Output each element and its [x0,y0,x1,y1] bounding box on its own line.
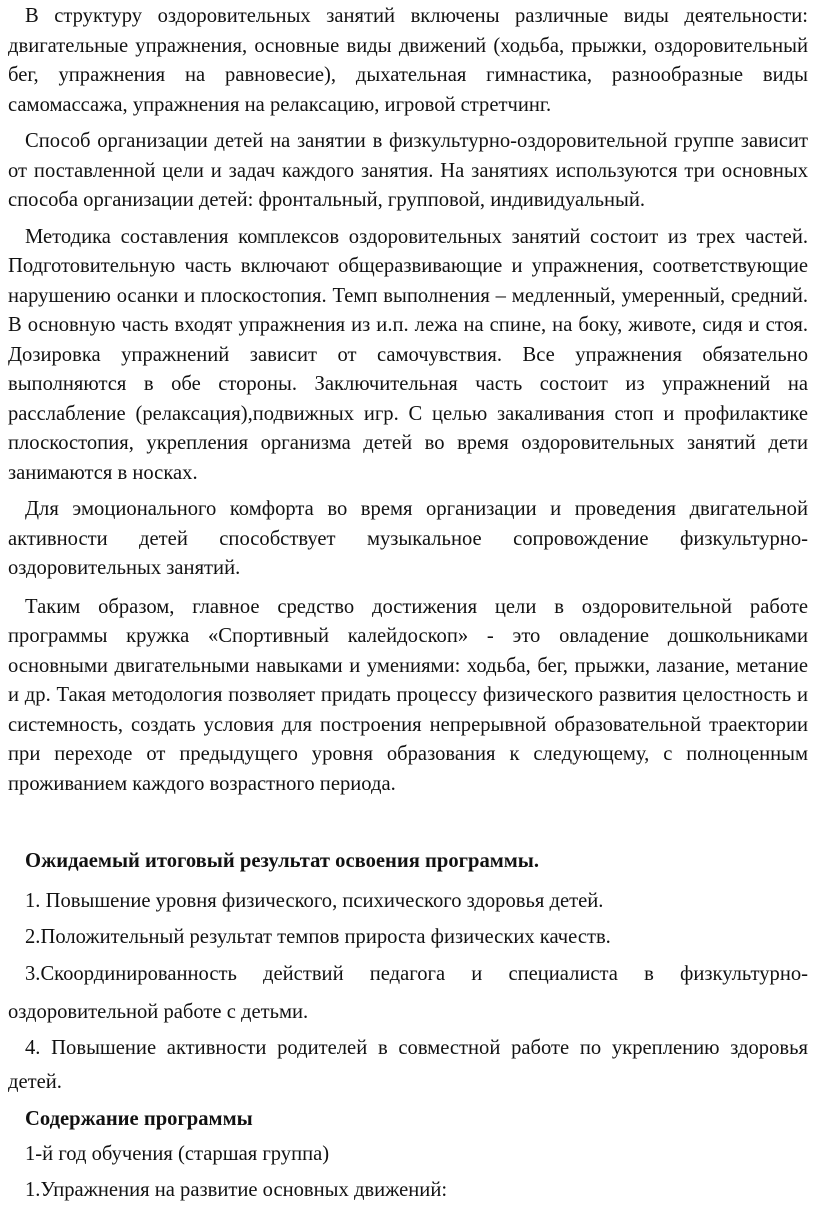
result-item-3: 3.Скоординированность действий педагога и специалиста в физкультурно-оздоровительной работе с детьми. [8,962,808,1023]
section-line: 1.Упражнения на развитие основных движений: [25,1178,448,1201]
content-heading: Содержание программы [25,1107,253,1130]
result-item-1: 1. Повышение уровня физического, психического здоровья детей. [25,889,604,912]
year-line: 1-й год обучения (старшая группа) [25,1143,330,1165]
result-item-4: 4. Повышение активности родителей в совместной работе по укреплению здоровья детей. [8,1036,808,1093]
paragraph-conclusion: Таким образом, главное средство достижения цели в оздоровительной работе программы кружка «Спортивный калейдоскоп» - это овладение дошкольниками основными двигательными навыками и умениями: ходьба, бег, прыжки, лазание, метание и др. Такая методология позволяет придать процессу физического развития целостность и системность, создать условия для построения непрерывной образовательной траектории при переходе от предыдущего уровня образования к следующему, с полноценным проживанием каждого возрастного периода. [8,595,808,795]
result-item-2: 2.Положительный результат темпов прироста физических качеств. [25,925,611,948]
paragraph-activities: В структуру оздоровительных занятий включены различные виды деятельности: двигательные упражнения, основные виды движений (ходьба, прыжки, оздоровительный бег, упражнения на равновесие), дыхательная гимнастика, разнообразные виды самомассажа, упражнения на релаксацию, игровой стретчинг. [8,5,808,116]
paragraph-organization: Способ организации детей на занятии в физкультурно-оздоровительной группе зависит от поставленной цели и задач каждого занятия. На занятиях используются три основных способа организации детей: фронтальный, групповой, индивидуальный. [8,130,808,211]
results-heading: Ожидаемый итоговый результат освоения программы. [25,850,540,872]
paragraph-methodology: Методика составления комплексов оздоровительных занятий состоит из трех частей. Подготовительную часть включают общеразвивающие и упражнения, соответствующие нарушению осанки и плоскостопия. Темп выполнения – медленный, умеренный, средний. В основную часть входят упражнения из и.п. лежа на спине, на боку, животе, сидя и стоя. Дозировка упражнений зависит от самочувствия. Все упражнения обязательно выполняются в обе стороны. Заключительная часть состоит из упражнений на расслабление (релаксация),подвижных игр. С целью закаливания стоп и профилактике плоскостопия, укрепления организма детей во время оздоровительных занятий дети занимаются в носках. [8,225,808,484]
paragraph-comfort: Для эмоционального комфорта во время организации и проведения двигательной активности детей способствует музыкальное сопровождение физкультурно-оздоровительных занятий. [8,498,808,579]
